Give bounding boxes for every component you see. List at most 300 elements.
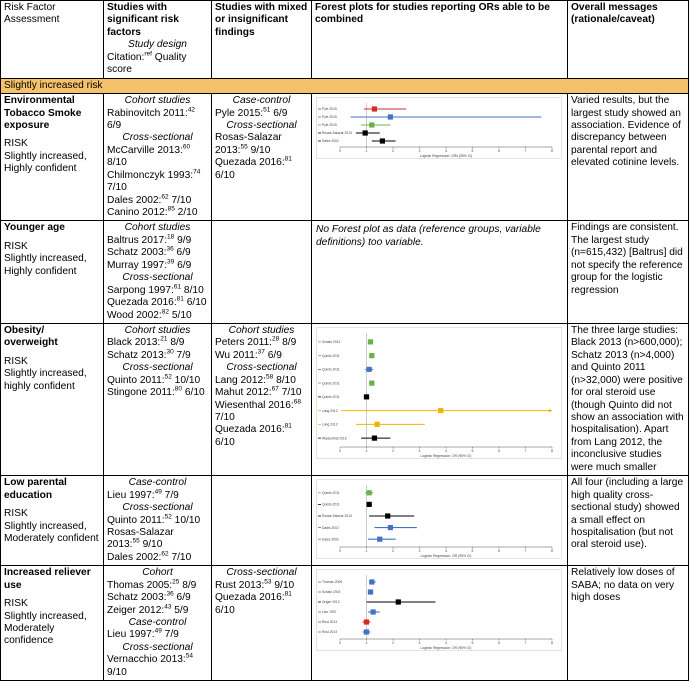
study-name: Mahut 2012:: [215, 387, 272, 399]
study-quality-score: 6/10: [215, 604, 235, 616]
study-citation: [215, 157, 308, 182]
study-design-label: Cross-sectional: [122, 132, 193, 144]
study-citation: [107, 247, 208, 259]
study-ref: 55: [132, 537, 140, 545]
study-ref: 81: [284, 423, 292, 431]
forest-plot: [316, 569, 562, 651]
study-ref: 52: [164, 513, 172, 521]
mixed-studies-cell: [212, 94, 312, 221]
study-quality-score: 7/9: [161, 629, 179, 641]
study-ref: 67: [271, 385, 279, 393]
x-tick-label: 8: [551, 549, 553, 554]
risk-factor-name: Younger age: [4, 222, 65, 234]
overall-message-cell: [568, 323, 689, 475]
study-quality-score: 7/10: [107, 182, 127, 194]
forest-plot-cell: [312, 566, 568, 681]
overall-message-cell: [568, 566, 689, 681]
x-tick-label: 0: [339, 549, 341, 554]
study-citation: [215, 424, 308, 449]
study-name: Quezada 2016:: [215, 592, 285, 604]
study-quality-score: 10/10: [171, 374, 201, 386]
study-citation: [107, 207, 208, 219]
study-quality-score: 6/9: [264, 349, 282, 361]
x-tick-label: 0: [339, 641, 341, 646]
or-point: [369, 353, 374, 358]
x-tick-label: 3: [418, 641, 421, 646]
x-tick-label: 7: [524, 549, 527, 554]
risk-factor-cell: [1, 566, 104, 681]
study-design-label: Cohort: [142, 567, 173, 579]
study-quality-score: 8/10: [273, 374, 296, 386]
overall-message: All four (including a large high quality cross-sectional study) showed a small effect on hospitalisation (but not oral steroid use).: [571, 477, 684, 551]
x-tick-label: 0: [339, 149, 341, 154]
x-tick-label: 1: [365, 549, 368, 554]
study-label: Zeiger 2012: [322, 600, 340, 605]
study-citation: [215, 132, 308, 157]
overall-message-cell: [568, 94, 689, 221]
study-ref: 49: [154, 628, 162, 636]
forest-plot-cell: [312, 323, 568, 475]
study-name: Dales 2002:: [107, 551, 162, 563]
study-citation: [107, 145, 208, 170]
study-ref: 18: [167, 233, 175, 241]
x-tick-label: 6: [498, 549, 500, 554]
study-label: Rosas-Salazar 2013: [322, 514, 352, 519]
x-tick-label: 2: [392, 448, 394, 453]
study-name: Peters 2011:: [215, 337, 273, 349]
study-quality-score: 6/10: [215, 436, 235, 448]
risk-label: RISK: [4, 355, 28, 367]
study-ref: 58: [266, 373, 274, 381]
x-tick-label: 5: [471, 641, 474, 646]
forest-plot: [316, 97, 562, 159]
plot-note: No Forest plot as data (reference groups, variable definitions) too variable.: [316, 224, 541, 248]
study-name: Quinto 2011:: [107, 514, 165, 526]
x-tick-label: 2: [392, 549, 394, 554]
x-axis-label: Logistic Regression: OR (95% CI): [420, 554, 472, 559]
study-name: Lieu 1997:: [107, 629, 155, 641]
or-point: [369, 580, 374, 585]
x-axis-label: Logistic Regression: OR (95% CI): [420, 646, 472, 651]
study-ref: 52: [164, 373, 172, 381]
x-tick-label: 4: [445, 448, 447, 453]
study-citation: [107, 654, 208, 679]
study-ref: 81: [284, 155, 292, 163]
study-quality-score: 9/10: [271, 579, 295, 591]
study-quality-score: 8/10: [107, 157, 127, 169]
study-citation: [215, 350, 308, 362]
x-tick-label: 8: [551, 149, 553, 154]
study-name: Dales 2002:: [107, 194, 162, 206]
study-label: Dales 2002: [322, 525, 339, 530]
plot-frame: [317, 327, 562, 458]
study-ref: 55: [240, 143, 248, 151]
x-tick-label: 2: [392, 641, 394, 646]
study-citation: [107, 527, 208, 552]
or-point: [368, 590, 373, 595]
risk-factor-cell: [1, 323, 104, 475]
study-name: Rabinovitch 2011:: [107, 107, 188, 119]
study-name: Zeiger 2012:: [107, 604, 165, 616]
x-tick-label: 7: [524, 448, 527, 453]
study-design-label: Case-control: [128, 477, 187, 489]
study-citation: [107, 387, 208, 399]
x-tick-label: 1: [365, 641, 368, 646]
header-mixed-studies: Studies with mixed or insignificant findings: [212, 1, 312, 79]
or-point: [367, 367, 372, 372]
x-tick-label: 1: [365, 149, 368, 154]
risk-assessment: Slightly increased, highly confident: [4, 368, 87, 392]
risk-label: RISK: [4, 508, 28, 520]
risk-factor-row: [1, 323, 689, 475]
study-label: Quinto 2011: [322, 367, 340, 372]
overall-message: Findings are consistent. The largest study (n=615,432) [Baltrus] did not specify the reference group for the logistic regression: [571, 222, 683, 296]
study-quality-score: 5/9: [171, 604, 189, 616]
study-name: Canino 2012:: [107, 207, 168, 218]
study-citation: [107, 580, 208, 592]
study-quality-score: 7/10: [278, 387, 302, 399]
mixed-studies-cell: [212, 323, 312, 475]
study-quality-score: 5/10: [169, 309, 192, 321]
study-citation: [107, 592, 208, 604]
x-axis-label: Logistic Regression: OR (95% CI): [420, 453, 472, 458]
study-ref: 62: [161, 550, 169, 558]
study-citation: [107, 170, 208, 195]
forest-plot-cell: [312, 221, 568, 324]
study-citation: [107, 490, 208, 502]
risk-assessment: Slightly increased, Moderately confident: [4, 520, 99, 544]
risk-band-label: Slightly increased risk: [1, 78, 689, 93]
or-point: [363, 130, 368, 135]
overall-message: Relatively low doses of SABA; no data on very high doses: [571, 567, 675, 604]
study-label: Quinto 2011: [322, 491, 340, 496]
forest-plot: [316, 327, 562, 459]
study-name: Murray 1997:: [107, 259, 168, 271]
x-tick-label: 7: [524, 149, 527, 154]
risk-factor-cell: [1, 94, 104, 221]
study-citation: [107, 629, 208, 641]
study-design-label: Cohort studies: [124, 324, 191, 336]
study-citation: [107, 195, 208, 207]
study-label: Pyle 2015: [322, 115, 337, 120]
study-ref: 42: [187, 106, 196, 114]
study-quality-score: 6/9: [107, 119, 122, 131]
study-label: Rust 2013: [322, 620, 338, 625]
or-point: [368, 339, 373, 344]
study-citation: [107, 515, 208, 527]
significant-studies-cell: [104, 221, 212, 324]
risk-factor-name: Low parental education: [4, 477, 67, 501]
study-label: Lang 2012: [322, 408, 338, 413]
study-quality-score: 9/10: [139, 539, 163, 551]
study-label: Dales 2002: [322, 537, 339, 542]
significant-studies-cell: [104, 566, 212, 681]
study-label: Quinto 2011: [322, 502, 340, 507]
study-citation: [107, 310, 208, 322]
risk-assessment: Slightly increased, Moderately confidence: [4, 610, 87, 647]
x-tick-label: 4: [445, 641, 447, 646]
x-tick-label: 4: [445, 549, 447, 554]
study-name: McCarville 2013:: [107, 144, 183, 156]
study-ref: 39: [167, 258, 175, 266]
study-ref: 82: [161, 308, 169, 316]
risk-label: RISK: [4, 138, 28, 150]
study-label: Schatz 2003: [322, 590, 341, 595]
mixed-studies-cell: [212, 476, 312, 566]
study-ref: 36: [166, 590, 174, 598]
study-citation: [107, 552, 208, 564]
plot-frame: [317, 570, 562, 651]
study-quality-score: 8/9: [167, 337, 185, 349]
study-name: Wu 2011:: [215, 349, 258, 361]
header-row: [1, 1, 689, 79]
study-quality-score: 7/10: [215, 412, 235, 423]
ci-arrow: [549, 409, 552, 413]
or-point: [372, 435, 377, 440]
risk-factor-cell: [1, 221, 104, 324]
x-tick-label: 6: [498, 448, 500, 453]
study-ref: 25: [172, 578, 180, 586]
risk-factor-cell: [1, 476, 104, 566]
study-quality-score: 9/10: [247, 144, 271, 156]
or-point: [369, 380, 374, 385]
study-quality-score: 6/9: [173, 247, 191, 259]
study-ref: 49: [154, 488, 162, 496]
or-point: [385, 514, 390, 519]
study-quality-score: 6/9: [270, 107, 288, 119]
risk-factor-row: [1, 94, 689, 221]
study-citation: [215, 375, 308, 387]
study-label: Pyle 2015: [322, 123, 337, 128]
or-point: [367, 502, 372, 507]
study-quality-score: 2/10: [174, 207, 198, 218]
study-name: Wood 2002:: [107, 309, 162, 321]
study-label: Lang 2012: [322, 422, 338, 427]
study-design-label: Cohort studies: [124, 222, 191, 234]
study-ref: 54: [185, 652, 193, 660]
study-citation: [215, 108, 308, 120]
study-ref: 53: [264, 578, 272, 586]
study-quality-score: 8/9: [179, 579, 197, 591]
x-tick-label: 7: [524, 641, 527, 646]
x-tick-label: 5: [471, 448, 474, 453]
x-tick-label: 1: [365, 448, 368, 453]
mixed-studies-cell: [212, 221, 312, 324]
x-tick-label: 0: [339, 448, 341, 453]
study-ref: 81: [284, 590, 292, 598]
risk-factor-row: [1, 221, 689, 324]
study-name: Pyle 2015:: [215, 107, 264, 119]
risk-assessment: Slightly increased, Highly confident: [4, 253, 87, 277]
study-citation: [107, 337, 208, 349]
or-point: [396, 600, 401, 605]
or-point: [377, 537, 382, 542]
study-name: Schatz 2003:: [107, 592, 167, 604]
study-name: Quezada 2016:: [215, 424, 285, 436]
study-name: Lang 2012:: [215, 374, 266, 386]
study-name: Schatz 2003:: [107, 247, 167, 259]
study-label: Quinto 2011: [322, 395, 340, 400]
x-tick-label: 3: [418, 549, 421, 554]
study-name: Rosas-Salazar 2013:: [215, 132, 282, 156]
x-tick-label: 8: [551, 448, 553, 453]
study-quality-score: 8/10: [181, 284, 204, 296]
significant-studies-cell: [104, 476, 212, 566]
study-quality-score: 6/9: [173, 592, 191, 604]
study-ref: 21: [160, 335, 168, 343]
study-ref: 28: [272, 335, 280, 343]
study-citation: [107, 235, 208, 247]
x-tick-label: 6: [498, 149, 500, 154]
study-citation: [107, 285, 208, 297]
x-tick-label: 5: [471, 149, 474, 154]
study-citation: [107, 108, 208, 133]
study-citation: [215, 592, 308, 617]
or-point: [388, 114, 393, 119]
risk-factor-name: Obesity/ overweight: [4, 324, 58, 349]
study-label: Quinto 2011: [322, 353, 340, 358]
study-quality-score: 7/9: [161, 489, 179, 501]
study-ref: 43: [164, 603, 172, 611]
study-citation: [107, 605, 208, 617]
study-quality-score: 7/9: [173, 349, 191, 361]
or-point: [438, 408, 443, 413]
or-point: [367, 490, 372, 495]
study-name: Schatz 2013:: [107, 349, 167, 361]
or-point: [375, 422, 380, 427]
study-quality-score: 7/10: [168, 194, 192, 206]
study-label: Rust 2013: [322, 630, 338, 635]
or-point: [369, 122, 374, 127]
header-forest-plots: Forest plots for studies reporting ORs able to be combined: [312, 1, 568, 79]
or-point: [372, 106, 377, 111]
significant-studies-cell: [104, 94, 212, 221]
study-name: Quezada 2016:: [107, 297, 177, 309]
study-citation: [215, 580, 308, 592]
study-quality-score: 10/10: [171, 514, 201, 526]
risk-factor-row: [1, 476, 689, 566]
study-design-label: Cross-sectional: [122, 362, 193, 374]
risk-factor-row: [1, 566, 689, 681]
study-label: Rosas-Salazar 2013: [322, 131, 352, 136]
study-name: Stingone 2011:: [107, 387, 175, 399]
x-tick-label: 8: [551, 641, 553, 646]
study-ref: 74: [193, 168, 201, 176]
x-tick-label: 5: [471, 549, 474, 554]
study-design-label: Cohort studies: [228, 324, 295, 336]
study-name: Rosas-Salazar 2013:: [107, 526, 174, 551]
x-tick-label: 2: [392, 149, 394, 154]
forest-plot: [316, 479, 562, 559]
study-name: Quinto 2011:: [107, 374, 165, 386]
study-ref: 51: [263, 106, 271, 114]
x-tick-label: 6: [498, 641, 500, 646]
study-quality-score: 6/10: [183, 297, 207, 309]
study-name: Thomas 2005:: [107, 579, 173, 591]
study-ref: 37: [257, 348, 265, 356]
study-name: Vernacchio 2013:: [107, 654, 186, 666]
study-ref: 36: [166, 245, 174, 253]
study-citation: [107, 260, 208, 272]
study-label: Wiesenthal 2016: [322, 436, 347, 441]
or-point: [364, 630, 369, 635]
study-quality-score: 6/10: [182, 387, 205, 399]
study-label: Lieu 1997: [322, 610, 337, 615]
risk-assessment: Slightly increased, Highly confident: [4, 150, 87, 175]
study-name: Baltrus 2017:: [107, 234, 168, 246]
risk-label: RISK: [4, 240, 28, 252]
x-tick-label: 3: [418, 448, 421, 453]
overall-message-cell: [568, 221, 689, 324]
study-ref: 85: [167, 205, 175, 213]
risk-factor-name: Environmental Tobacco Smoke exposure: [4, 95, 82, 131]
study-citation: [107, 375, 208, 387]
significant-studies-cell: [104, 323, 212, 475]
study-ref: 62: [161, 193, 169, 201]
study-label: Pyle 2015: [322, 107, 337, 112]
plot-frame: [317, 480, 562, 559]
header-overall-messages: Overall messages (rationale/caveat): [568, 1, 689, 79]
or-point: [364, 620, 369, 625]
or-point: [380, 138, 385, 143]
study-design-label: Cross-sectional: [226, 119, 297, 131]
study-ref: 30: [166, 348, 174, 356]
study-ref: 68: [293, 398, 301, 406]
study-design-label: Cohort studies: [124, 95, 191, 107]
risk-band-row: [1, 78, 689, 93]
mixed-studies-cell: [212, 566, 312, 681]
risk-label: RISK: [4, 598, 28, 610]
study-quality-score: 9/9: [174, 234, 192, 246]
study-ref: 60: [182, 143, 191, 151]
x-axis-label: Logistic Regression: ORs (95% CI): [419, 154, 473, 159]
study-name: Rust 2013:: [215, 579, 265, 591]
study-citation: [107, 297, 208, 309]
risk-factor-name: Increased reliever use: [4, 567, 91, 591]
study-design-label: Cross-sectional: [122, 641, 193, 653]
study-label: Dales 2002: [322, 139, 339, 144]
study-design-label: Cross-sectional: [226, 567, 297, 579]
or-point: [364, 394, 369, 399]
study-quality-score: 8/9: [279, 337, 297, 349]
study-design-label: Cross-sectional: [122, 272, 193, 284]
study-citation: [107, 350, 208, 362]
overall-message: The three large studies: Black 2013 (n>600,000); Schatz 2013 (n>4,000) and Quinto 2011 (n>32,000) were positive for oral steroid use (though Quinto did not show an association with hospitalisation). Apart from Lang 2012, the inconclusive studies were much smaller: [571, 324, 684, 473]
study-design-label: Case-control: [128, 617, 187, 628]
header-significant-studies: Studies with significant risk factors Study design Citation:$^{ref}$ Quality score: [104, 1, 212, 79]
or-point: [371, 610, 376, 615]
header-risk-factor: Risk Factor Assessment: [1, 1, 104, 79]
or-point: [388, 525, 393, 530]
study-design-label: Cross-sectional: [122, 502, 193, 514]
x-tick-label: 4: [445, 149, 447, 154]
study-quality-score: 6/10: [215, 169, 235, 181]
study-name: Black 2013:: [107, 337, 161, 349]
study-citation: [215, 400, 308, 425]
forest-plot-cell: [312, 94, 568, 221]
x-tick-label: 3: [418, 149, 421, 154]
study-name: Quezada 2016:: [215, 157, 285, 169]
forest-plot-cell: [312, 476, 568, 566]
study-name: Sarpong 1997:: [107, 284, 174, 296]
study-label: Thomas 2005: [322, 580, 343, 585]
study-label: Quinto 2011: [322, 381, 340, 386]
study-ref: 81: [176, 295, 184, 303]
study-quality-score: 6/9: [174, 259, 192, 271]
study-name: Chilmonczyk 1993:: [107, 169, 194, 181]
study-quality-score: 7/10: [168, 551, 192, 563]
overall-message: Varied results, but the largest study showed an association. Evidence of discrepancy between parental report and elevated cotinine levels.: [571, 95, 681, 169]
